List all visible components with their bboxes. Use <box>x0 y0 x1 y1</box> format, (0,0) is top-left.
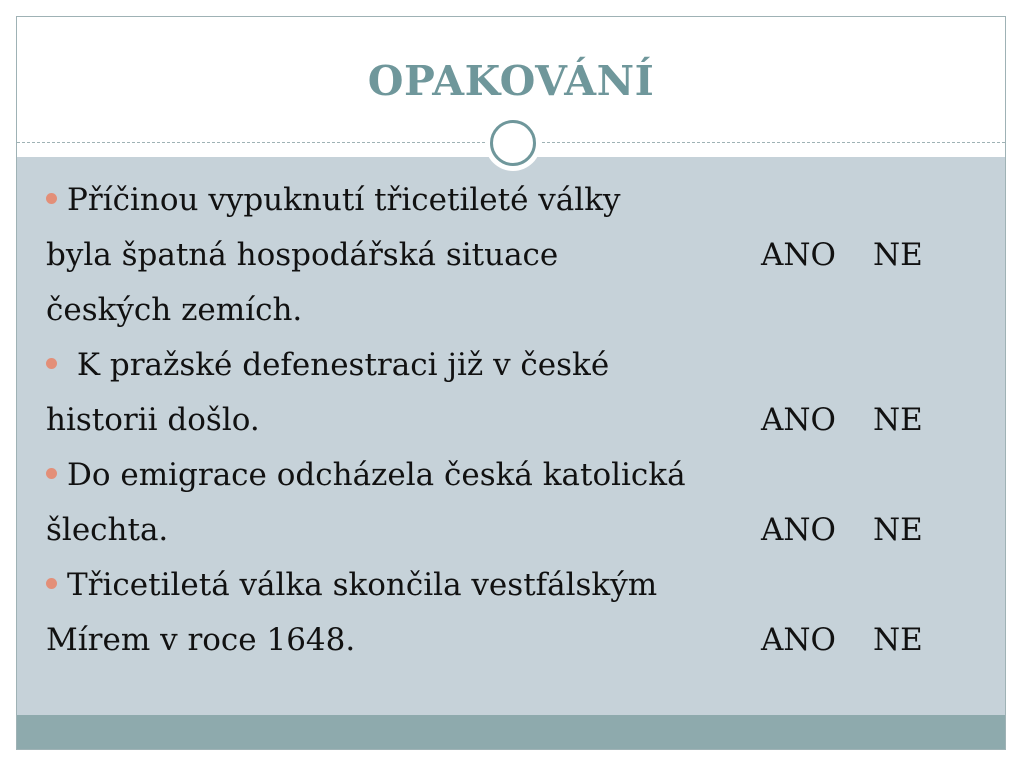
bullet-icon <box>46 468 57 479</box>
question-4-text-2: Mírem v roce 1648. <box>46 622 356 658</box>
question-3-no-option[interactable]: NE <box>873 512 923 548</box>
question-1-text-1: Příčinou vypuknutí třicetileté války <box>67 182 621 218</box>
content-panel <box>17 157 1005 715</box>
bullet-icon <box>46 578 57 589</box>
slide <box>16 16 1006 750</box>
question-2-text-1: K pražské defenestraci již v české <box>67 347 610 383</box>
question-2-line-1 <box>46 347 609 383</box>
question-4-yes-option[interactable]: ANO <box>761 622 836 658</box>
question-1-text-2: byla špatná hospodářská situace <box>46 237 559 273</box>
slide-title: OPAKOVÁNÍ <box>367 57 655 105</box>
question-1-no-option[interactable]: NE <box>873 237 923 273</box>
question-3-line-1 <box>46 457 686 493</box>
question-4-line-1 <box>46 567 657 603</box>
title-ring-icon <box>485 115 541 171</box>
question-3-yes-option[interactable]: ANO <box>761 512 836 548</box>
question-3-text-2: šlechta. <box>46 512 169 548</box>
question-1-text-3: českých zemích. <box>46 292 303 328</box>
bullet-icon <box>46 358 57 369</box>
question-1-yes-option[interactable]: ANO <box>761 237 836 273</box>
ring-inner <box>490 120 536 166</box>
question-3-text-1: Do emigrace odcházela česká katolická <box>67 457 686 493</box>
bullet-icon <box>46 193 57 204</box>
question-2-yes-option[interactable]: ANO <box>761 402 836 438</box>
question-2-text-2: historii došlo. <box>46 402 260 438</box>
question-4-text-1: Třicetiletá válka skončila vestfálským <box>67 567 658 603</box>
question-1-line-1 <box>46 182 621 218</box>
question-4-no-option[interactable]: NE <box>873 622 923 658</box>
question-2-no-option[interactable]: NE <box>873 402 923 438</box>
footer-band <box>17 715 1005 750</box>
